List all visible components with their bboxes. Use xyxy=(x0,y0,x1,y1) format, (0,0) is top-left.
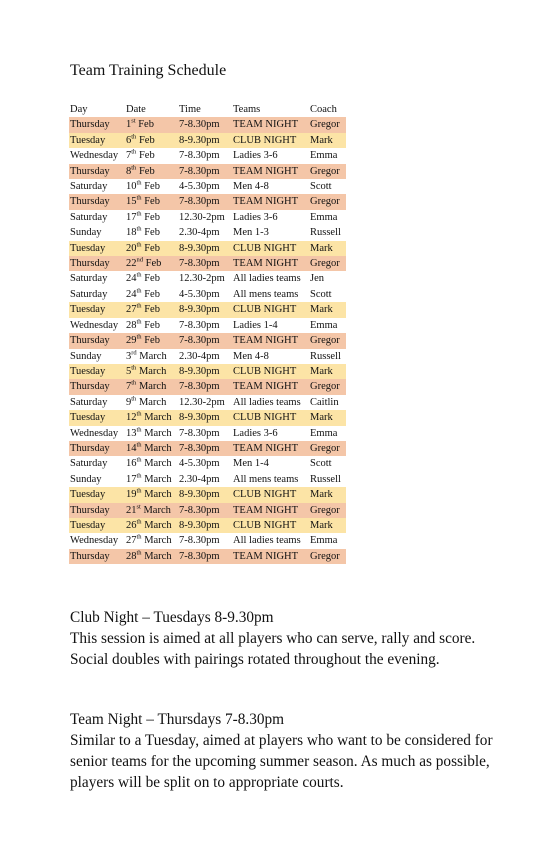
date-suffix: st xyxy=(131,117,136,125)
cell-date xyxy=(125,241,178,256)
cell-coach: Gregor xyxy=(309,333,346,348)
date-suffix: th xyxy=(136,241,142,249)
cell-coach: Mark xyxy=(309,410,346,425)
cell-day: Sunday xyxy=(70,350,102,362)
cell-teams: Ladies 3-6 xyxy=(233,211,278,223)
table-row xyxy=(69,333,346,348)
cell-coach: Emma xyxy=(310,535,338,547)
cell-day: Thursday xyxy=(69,194,125,209)
cell-time: 8-9.30pm xyxy=(178,518,232,533)
cell-coach: Mark xyxy=(309,241,346,256)
date-number: 13 xyxy=(126,427,137,439)
club-night-section xyxy=(70,607,510,670)
date-month: Feb xyxy=(138,134,155,146)
cell-teams: Men 4-8 xyxy=(233,350,269,362)
cell-time: 7-8.30pm xyxy=(178,441,232,456)
cell-teams: All mens teams xyxy=(233,288,299,300)
cell-teams: CLUB NIGHT xyxy=(232,410,309,425)
table-row xyxy=(69,302,346,317)
cell-coach: Russell xyxy=(310,473,341,485)
cell-date xyxy=(125,349,178,364)
cell-time: 4-5.30pm xyxy=(179,288,220,300)
date-suffix: th xyxy=(131,379,137,387)
date-number: 24 xyxy=(126,288,137,300)
cell-day: Tuesday xyxy=(69,241,125,256)
cell-day: Tuesday xyxy=(69,410,125,425)
date-month: Feb xyxy=(144,196,160,208)
date-month: Feb xyxy=(138,119,154,131)
table-row xyxy=(69,441,346,456)
date-suffix: rd xyxy=(131,349,137,356)
date-number: 15 xyxy=(126,196,137,208)
cell-teams: Ladies 3-6 xyxy=(233,150,278,162)
cell-date xyxy=(125,194,178,209)
table-row xyxy=(69,210,346,225)
date-month: March xyxy=(144,473,172,485)
cell-teams: CLUB NIGHT xyxy=(232,133,309,148)
cell-time: 4-5.30pm xyxy=(179,458,220,470)
date-month: March xyxy=(138,396,167,408)
table-row xyxy=(69,533,346,548)
cell-date xyxy=(125,487,178,502)
cell-teams: TEAM NIGHT xyxy=(232,549,309,564)
cell-time: 12.30-2pm xyxy=(179,211,225,223)
header-time: Time xyxy=(179,104,201,115)
cell-coach: Gregor xyxy=(309,117,346,132)
date-month: March xyxy=(144,535,172,547)
date-suffix: th xyxy=(131,395,137,403)
table-row xyxy=(69,225,346,240)
cell-date xyxy=(125,256,178,271)
cell-teams: TEAM NIGHT xyxy=(232,441,309,456)
date-number: 22 xyxy=(126,258,137,270)
cell-time: 7-8.30pm xyxy=(178,194,232,209)
cell-coach: Mark xyxy=(309,302,346,317)
date-month: March xyxy=(144,458,172,470)
cell-coach: Scott xyxy=(310,181,332,193)
cell-teams: TEAM NIGHT xyxy=(232,256,309,271)
cell-day: Thursday xyxy=(69,256,125,271)
cell-coach: Mark xyxy=(309,364,346,379)
date-suffix: nd xyxy=(136,256,143,264)
date-number: 16 xyxy=(126,458,137,470)
cell-teams: CLUB NIGHT xyxy=(232,302,309,317)
cell-day: Tuesday xyxy=(69,518,125,533)
cell-teams: TEAM NIGHT xyxy=(232,503,309,518)
date-suffix: th xyxy=(136,194,142,202)
table-row xyxy=(69,148,346,163)
cell-time: 2.30-4pm xyxy=(179,227,220,239)
cell-time: 7-8.30pm xyxy=(178,503,232,518)
cell-teams: TEAM NIGHT xyxy=(232,117,309,132)
cell-time: 2.30-4pm xyxy=(179,473,220,485)
date-month: Feb xyxy=(144,227,160,239)
date-suffix: th xyxy=(136,410,142,418)
cell-date xyxy=(125,441,178,456)
date-number: 20 xyxy=(126,242,137,254)
date-number: 27 xyxy=(126,535,137,547)
cell-coach: Gregor xyxy=(309,441,346,456)
cell-day: Tuesday xyxy=(69,364,125,379)
date-number: 6 xyxy=(126,134,132,146)
date-number: 8 xyxy=(126,165,132,177)
date-number: 9 xyxy=(126,396,132,408)
club-night-body: This session is aimed at all players who can serve, rally and score. Social doubles with pairings rotated throughout the evening. xyxy=(70,630,476,668)
table-row xyxy=(69,133,346,148)
date-suffix: th xyxy=(136,302,142,310)
date-suffix: th xyxy=(136,472,142,480)
cell-day: Thursday xyxy=(69,503,125,518)
cell-date xyxy=(125,549,178,564)
cell-time: 8-9.30pm xyxy=(178,302,232,317)
date-month: Feb xyxy=(144,242,160,254)
cell-date xyxy=(125,379,178,394)
cell-date xyxy=(125,533,178,548)
cell-teams: Ladies 1-4 xyxy=(233,319,278,331)
date-month: March xyxy=(144,489,172,501)
cell-date xyxy=(125,472,178,487)
cell-coach: Gregor xyxy=(309,194,346,209)
cell-date xyxy=(125,210,178,225)
cell-time: 7-8.30pm xyxy=(178,549,232,564)
team-night-section xyxy=(70,709,510,793)
date-suffix: th xyxy=(136,487,142,495)
cell-teams: Ladies 3-6 xyxy=(233,427,278,439)
cell-coach: Mark xyxy=(309,133,346,148)
cell-day: Thursday xyxy=(69,164,125,179)
date-month: March xyxy=(139,350,167,362)
cell-date xyxy=(125,318,178,333)
cell-coach: Gregor xyxy=(309,164,346,179)
cell-time: 7-8.30pm xyxy=(178,117,232,132)
date-suffix: th xyxy=(131,133,137,141)
table-row xyxy=(69,426,346,441)
cell-teams: CLUB NIGHT xyxy=(232,241,309,256)
cell-date xyxy=(125,395,178,410)
date-suffix: th xyxy=(136,518,142,526)
cell-teams: CLUB NIGHT xyxy=(232,518,309,533)
date-month: March xyxy=(143,504,171,516)
cell-coach: Scott xyxy=(310,288,332,300)
cell-coach: Emma xyxy=(310,150,338,162)
date-number: 7 xyxy=(126,150,132,162)
cell-day: Wednesday xyxy=(70,535,119,547)
cell-date xyxy=(125,518,178,533)
table-row xyxy=(69,487,346,502)
date-number: 18 xyxy=(126,227,137,239)
table-row xyxy=(69,271,346,286)
date-month: March xyxy=(144,442,172,454)
date-suffix: th xyxy=(136,333,142,341)
cell-date xyxy=(125,410,178,425)
cell-time: 8-9.30pm xyxy=(178,133,232,148)
schedule-body xyxy=(69,117,346,564)
date-number: 5 xyxy=(126,365,132,377)
date-number: 24 xyxy=(126,273,137,285)
table-row xyxy=(69,472,346,487)
cell-time: 8-9.30pm xyxy=(178,364,232,379)
cell-date xyxy=(125,164,178,179)
cell-date xyxy=(125,133,178,148)
cell-coach: Jen xyxy=(310,273,324,285)
team-night-body: Similar to a Tuesday, aimed at players who want to be considered for senior teams for the upcoming summer season. As much as possible, players will be split on to appropriate courts. xyxy=(70,732,493,791)
cell-date xyxy=(125,271,178,286)
header-day: Day xyxy=(70,104,88,115)
cell-date xyxy=(125,179,178,194)
date-number: 27 xyxy=(126,304,137,316)
cell-teams: TEAM NIGHT xyxy=(232,164,309,179)
date-number: 26 xyxy=(126,519,137,531)
date-number: 21 xyxy=(126,504,137,516)
cell-date xyxy=(125,302,178,317)
date-month: Feb xyxy=(144,335,160,347)
date-suffix: th xyxy=(136,225,142,233)
team-night-heading: Team Night – Thursdays 7-8.30pm xyxy=(70,711,285,728)
date-month: Feb xyxy=(144,273,160,285)
date-number: 17 xyxy=(126,473,137,485)
cell-coach: Mark xyxy=(309,487,346,502)
table-row xyxy=(69,164,346,179)
cell-coach: Gregor xyxy=(309,256,346,271)
table-row xyxy=(69,318,346,333)
cell-day: Saturday xyxy=(70,211,108,223)
date-suffix: st xyxy=(136,503,141,511)
cell-day: Thursday xyxy=(69,117,125,132)
date-suffix: th xyxy=(136,287,142,295)
cell-teams: TEAM NIGHT xyxy=(232,194,309,209)
cell-day: Tuesday xyxy=(69,133,125,148)
cell-day: Thursday xyxy=(69,441,125,456)
table-row xyxy=(69,456,346,471)
date-suffix: th xyxy=(136,549,142,557)
date-number: 10 xyxy=(126,181,137,193)
date-number: 29 xyxy=(126,335,137,347)
cell-coach: Caitlin xyxy=(310,396,339,408)
date-number: 14 xyxy=(126,442,137,454)
table-row xyxy=(69,379,346,394)
cell-time: 8-9.30pm xyxy=(178,410,232,425)
cell-time: 7-8.30pm xyxy=(178,379,232,394)
table-row xyxy=(69,364,346,379)
cell-teams: Men 1-4 xyxy=(233,458,269,470)
cell-time: 12.30-2pm xyxy=(179,396,225,408)
cell-date xyxy=(125,148,178,163)
date-month: Feb xyxy=(144,304,160,316)
cell-day: Saturday xyxy=(70,458,108,470)
cell-time: 7-8.30pm xyxy=(178,164,232,179)
date-month: March xyxy=(144,412,172,424)
header-date: Date xyxy=(126,104,146,115)
cell-time: 7-8.30pm xyxy=(179,427,220,439)
date-suffix: th xyxy=(131,364,137,372)
date-month: March xyxy=(144,427,172,439)
header-teams: Teams xyxy=(233,104,261,115)
cell-time: 4-5.30pm xyxy=(179,181,220,193)
table-row xyxy=(69,395,346,410)
table-row xyxy=(69,256,346,271)
cell-day: Thursday xyxy=(69,379,125,394)
cell-coach: Gregor xyxy=(309,503,346,518)
cell-teams: Men 1-3 xyxy=(233,227,269,239)
cell-day: Thursday xyxy=(69,333,125,348)
date-month: Feb xyxy=(144,288,160,300)
cell-teams: All ladies teams xyxy=(233,396,301,408)
date-month: Feb xyxy=(144,181,160,193)
date-month: Feb xyxy=(145,258,162,270)
date-suffix: th xyxy=(136,179,142,187)
cell-coach: Russell xyxy=(310,350,341,362)
date-number: 7 xyxy=(126,381,132,393)
cell-teams: TEAM NIGHT xyxy=(232,333,309,348)
cell-coach: Emma xyxy=(310,211,338,223)
date-number: 28 xyxy=(126,550,137,562)
date-suffix: th xyxy=(136,533,142,541)
cell-teams: CLUB NIGHT xyxy=(232,487,309,502)
cell-day: Saturday xyxy=(70,396,108,408)
cell-time: 8-9.30pm xyxy=(178,487,232,502)
document-title: Team Training Schedule xyxy=(70,62,227,79)
cell-date xyxy=(125,364,178,379)
cell-day: Tuesday xyxy=(69,302,125,317)
cell-time: 7-8.30pm xyxy=(178,333,232,348)
date-suffix: th xyxy=(136,318,142,326)
cell-time: 7-8.30pm xyxy=(179,535,220,547)
date-suffix: th xyxy=(131,148,137,156)
cell-date xyxy=(125,225,178,240)
table-header-row xyxy=(69,102,346,117)
date-suffix: th xyxy=(136,271,142,279)
date-number: 12 xyxy=(126,412,137,424)
table-row xyxy=(69,503,346,518)
schedule-table xyxy=(69,102,346,564)
date-number: 1 xyxy=(126,119,132,131)
cell-date xyxy=(125,287,178,302)
date-suffix: th xyxy=(136,441,142,449)
cell-coach: Russell xyxy=(310,227,341,239)
cell-teams: All ladies teams xyxy=(233,273,301,285)
cell-date xyxy=(125,503,178,518)
table-row xyxy=(69,349,346,364)
cell-day: Saturday xyxy=(70,273,108,285)
cell-day: Saturday xyxy=(70,181,108,193)
cell-day: Wednesday xyxy=(70,427,119,439)
date-suffix: th xyxy=(136,426,142,434)
table-row xyxy=(69,549,346,564)
cell-time: 2.30-4pm xyxy=(179,350,220,362)
table-row xyxy=(69,194,346,209)
cell-coach: Scott xyxy=(310,458,332,470)
cell-teams: All mens teams xyxy=(233,473,299,485)
cell-time: 7-8.30pm xyxy=(179,150,220,162)
date-month: Feb xyxy=(144,319,160,331)
cell-day: Tuesday xyxy=(69,487,125,502)
date-month: Feb xyxy=(144,211,160,223)
date-month: Feb xyxy=(138,165,155,177)
cell-time: 7-8.30pm xyxy=(179,319,220,331)
cell-day: Wednesday xyxy=(70,150,119,162)
date-suffix: th xyxy=(131,164,137,172)
cell-time: 12.30-2pm xyxy=(179,273,225,285)
cell-teams: All ladies teams xyxy=(233,535,301,547)
cell-date xyxy=(125,333,178,348)
date-number: 19 xyxy=(126,489,137,501)
date-month: Feb xyxy=(138,150,155,162)
date-suffix: th xyxy=(136,210,142,218)
cell-coach: Gregor xyxy=(309,549,346,564)
cell-teams: CLUB NIGHT xyxy=(232,364,309,379)
cell-teams: Men 4-8 xyxy=(233,181,269,193)
cell-teams: TEAM NIGHT xyxy=(232,379,309,394)
cell-coach: Mark xyxy=(309,518,346,533)
table-row xyxy=(69,117,346,132)
date-month: March xyxy=(138,381,167,393)
date-number: 28 xyxy=(126,319,137,331)
cell-coach: Gregor xyxy=(309,379,346,394)
date-suffix: th xyxy=(136,456,142,464)
cell-date xyxy=(125,456,178,471)
cell-day: Wednesday xyxy=(70,319,119,331)
date-number: 17 xyxy=(126,211,137,223)
cell-time: 8-9.30pm xyxy=(178,241,232,256)
date-month: March xyxy=(138,365,167,377)
club-night-heading: Club Night – Tuesdays 8-9.30pm xyxy=(70,609,274,626)
date-month: March xyxy=(144,519,172,531)
cell-day: Thursday xyxy=(69,549,125,564)
header-coach: Coach xyxy=(310,104,337,115)
table-row xyxy=(69,179,346,194)
cell-date xyxy=(125,426,178,441)
cell-date xyxy=(125,117,178,132)
table-row xyxy=(69,241,346,256)
cell-day: Sunday xyxy=(70,227,102,239)
table-row xyxy=(69,287,346,302)
date-month: March xyxy=(144,550,172,562)
table-row xyxy=(69,410,346,425)
cell-coach: Emma xyxy=(310,427,338,439)
cell-day: Saturday xyxy=(70,288,108,300)
cell-time: 7-8.30pm xyxy=(178,256,232,271)
date-number: 3 xyxy=(126,350,132,362)
table-row xyxy=(69,518,346,533)
cell-coach: Emma xyxy=(310,319,338,331)
cell-day: Sunday xyxy=(70,473,102,485)
